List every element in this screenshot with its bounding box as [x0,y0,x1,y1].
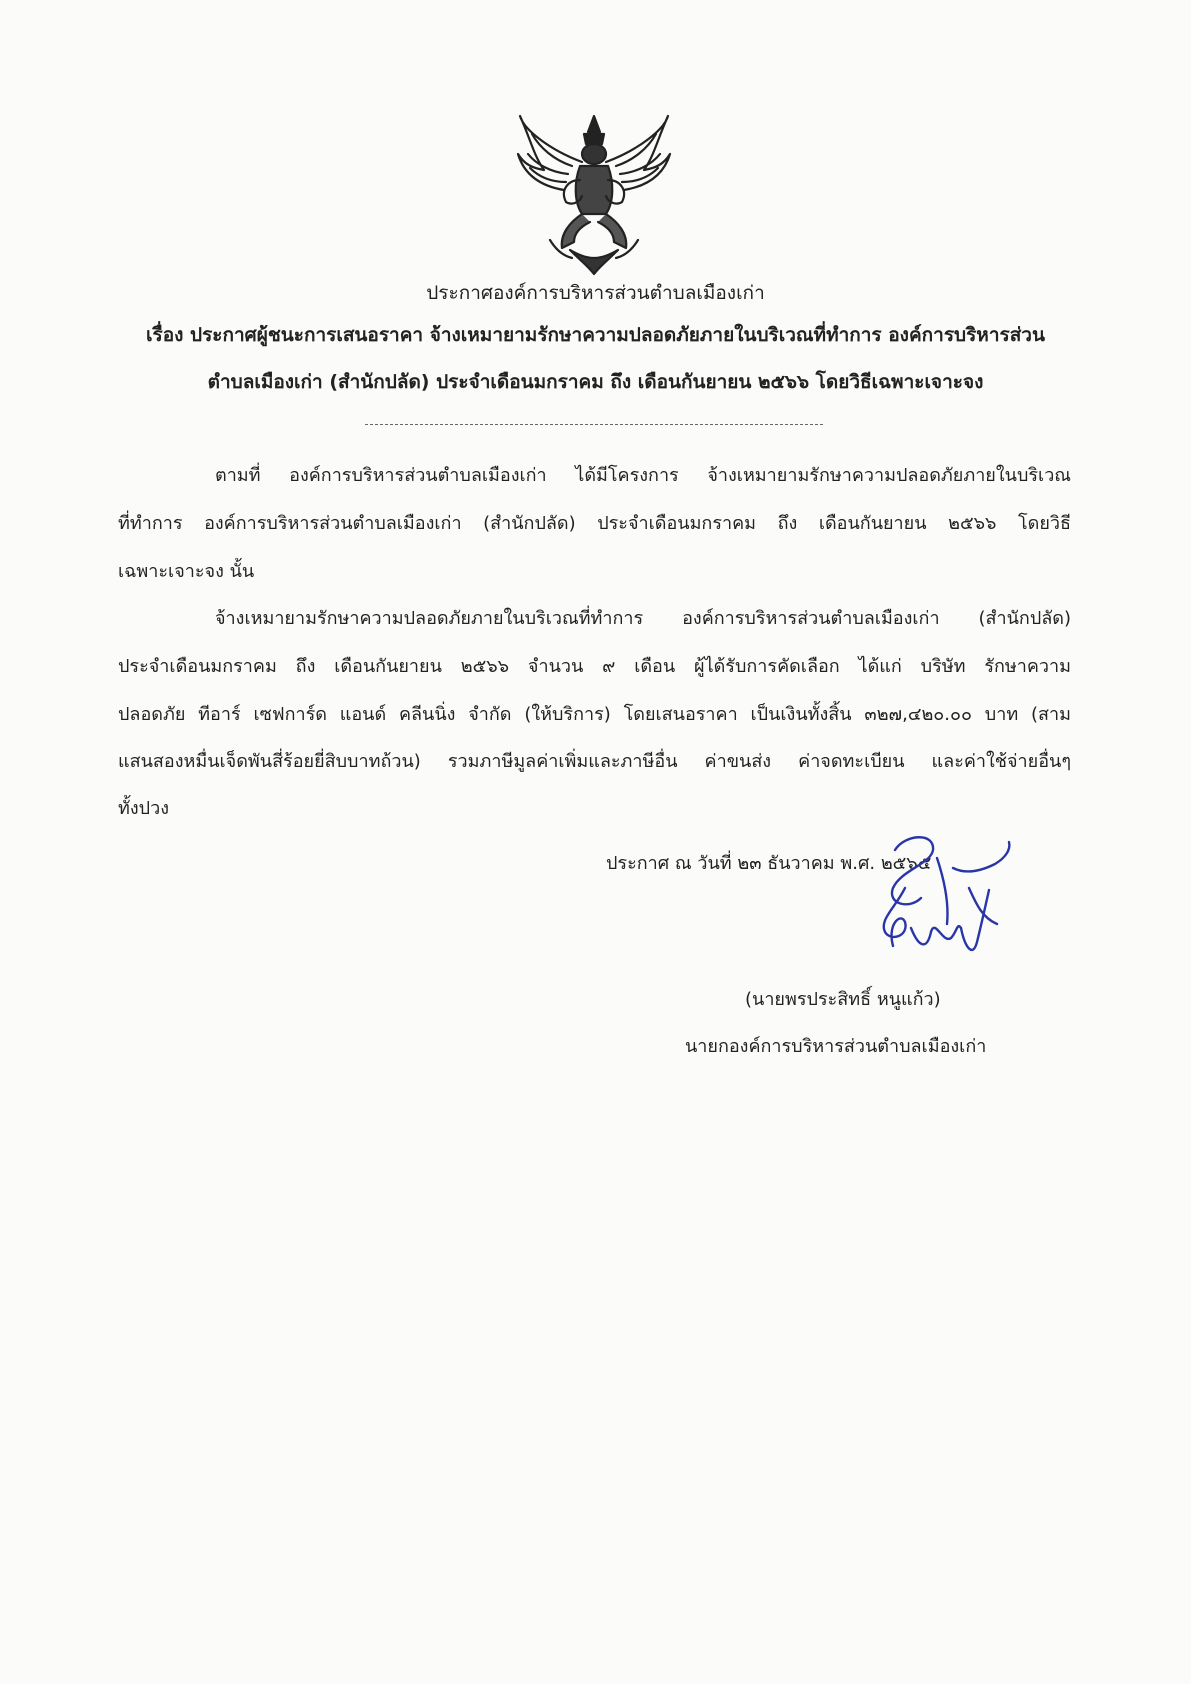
paragraph-1-line-1: ตามที่ องค์การบริหารส่วนตำบลเมืองเก่า ได้มีโครงการ จ้างเหมายามรักษาความปลอดภัยภายในบริเวณ [215,465,1071,486]
subject-line-1: เรื่อง ประกาศผู้ชนะการเสนอราคา จ้างเหมายามรักษาความปลอดภัยภายในบริเวณที่ทำการ องค์การบริหารส่วน [146,324,1045,346]
signer-position: นายกองค์การบริหารส่วนตำบลเมืองเก่า [685,1036,987,1057]
divider-line [365,424,823,425]
paragraph-1-line-3: เฉพาะเจาะจง นั้น [118,561,255,582]
announcement-date: ประกาศ ณ วันที่ ๒๓ ธันวาคม พ.ศ. ๒๕๖๕ [606,853,932,874]
paragraph-2-line-1: จ้างเหมายามรักษาความปลอดภัยภายในบริเวณที่ทำการ องค์การบริหารส่วนตำบลเมืองเก่า (สำนักปลัด) [215,608,1071,629]
organization-title: ประกาศองค์การบริหารส่วนตำบลเมืองเก่า [426,282,765,304]
signer-name: (นายพรประสิทธิ์ หนูแก้ว) [745,989,941,1010]
paragraph-2-line-3: ปลอดภัย ทีอาร์ เซฟการ์ด แอนด์ คลีนนิ่ง จำกัด (ให้บริการ) โดยเสนอราคา เป็นเงินทั้งสิ้น ๓๒๗,๔๒๐.๐๐ บาท (สาม [118,704,1071,725]
paragraph-1-line-2: ที่ทำการ องค์การบริหารส่วนตำบลเมืองเก่า (สำนักปลัด) ประจำเดือนมกราคม ถึง เดือนกันยายน ๒๕๖๖ โดยวิธี [118,513,1071,534]
paragraph-2-line-4: แสนสองหมื่นเจ็ดพันสี่ร้อยยี่สิบบาทถ้วน) รวมภาษีมูลค่าเพิ่มและภาษีอื่น ค่าขนส่ง ค่าจดทะเบียน และค่าใช้จ่ายอื่นๆ [118,751,1071,772]
garuda-emblem-icon [510,110,678,278]
subject-line-2: ตำบลเมืองเก่า (สำนักปลัด) ประจำเดือนมกราคม ถึง เดือนกันยายน ๒๕๖๖ โดยวิธีเฉพาะเจาะจง [207,371,984,393]
signature-icon [865,828,1015,968]
paragraph-2-line-2: ประจำเดือนมกราคม ถึง เดือนกันยายน ๒๕๖๖ จำนวน ๙ เดือน ผู้ได้รับการคัดเลือก ได้แก่ บริษัท รักษาความ [118,656,1071,677]
paragraph-2-line-5: ทั้งปวง [118,798,169,819]
